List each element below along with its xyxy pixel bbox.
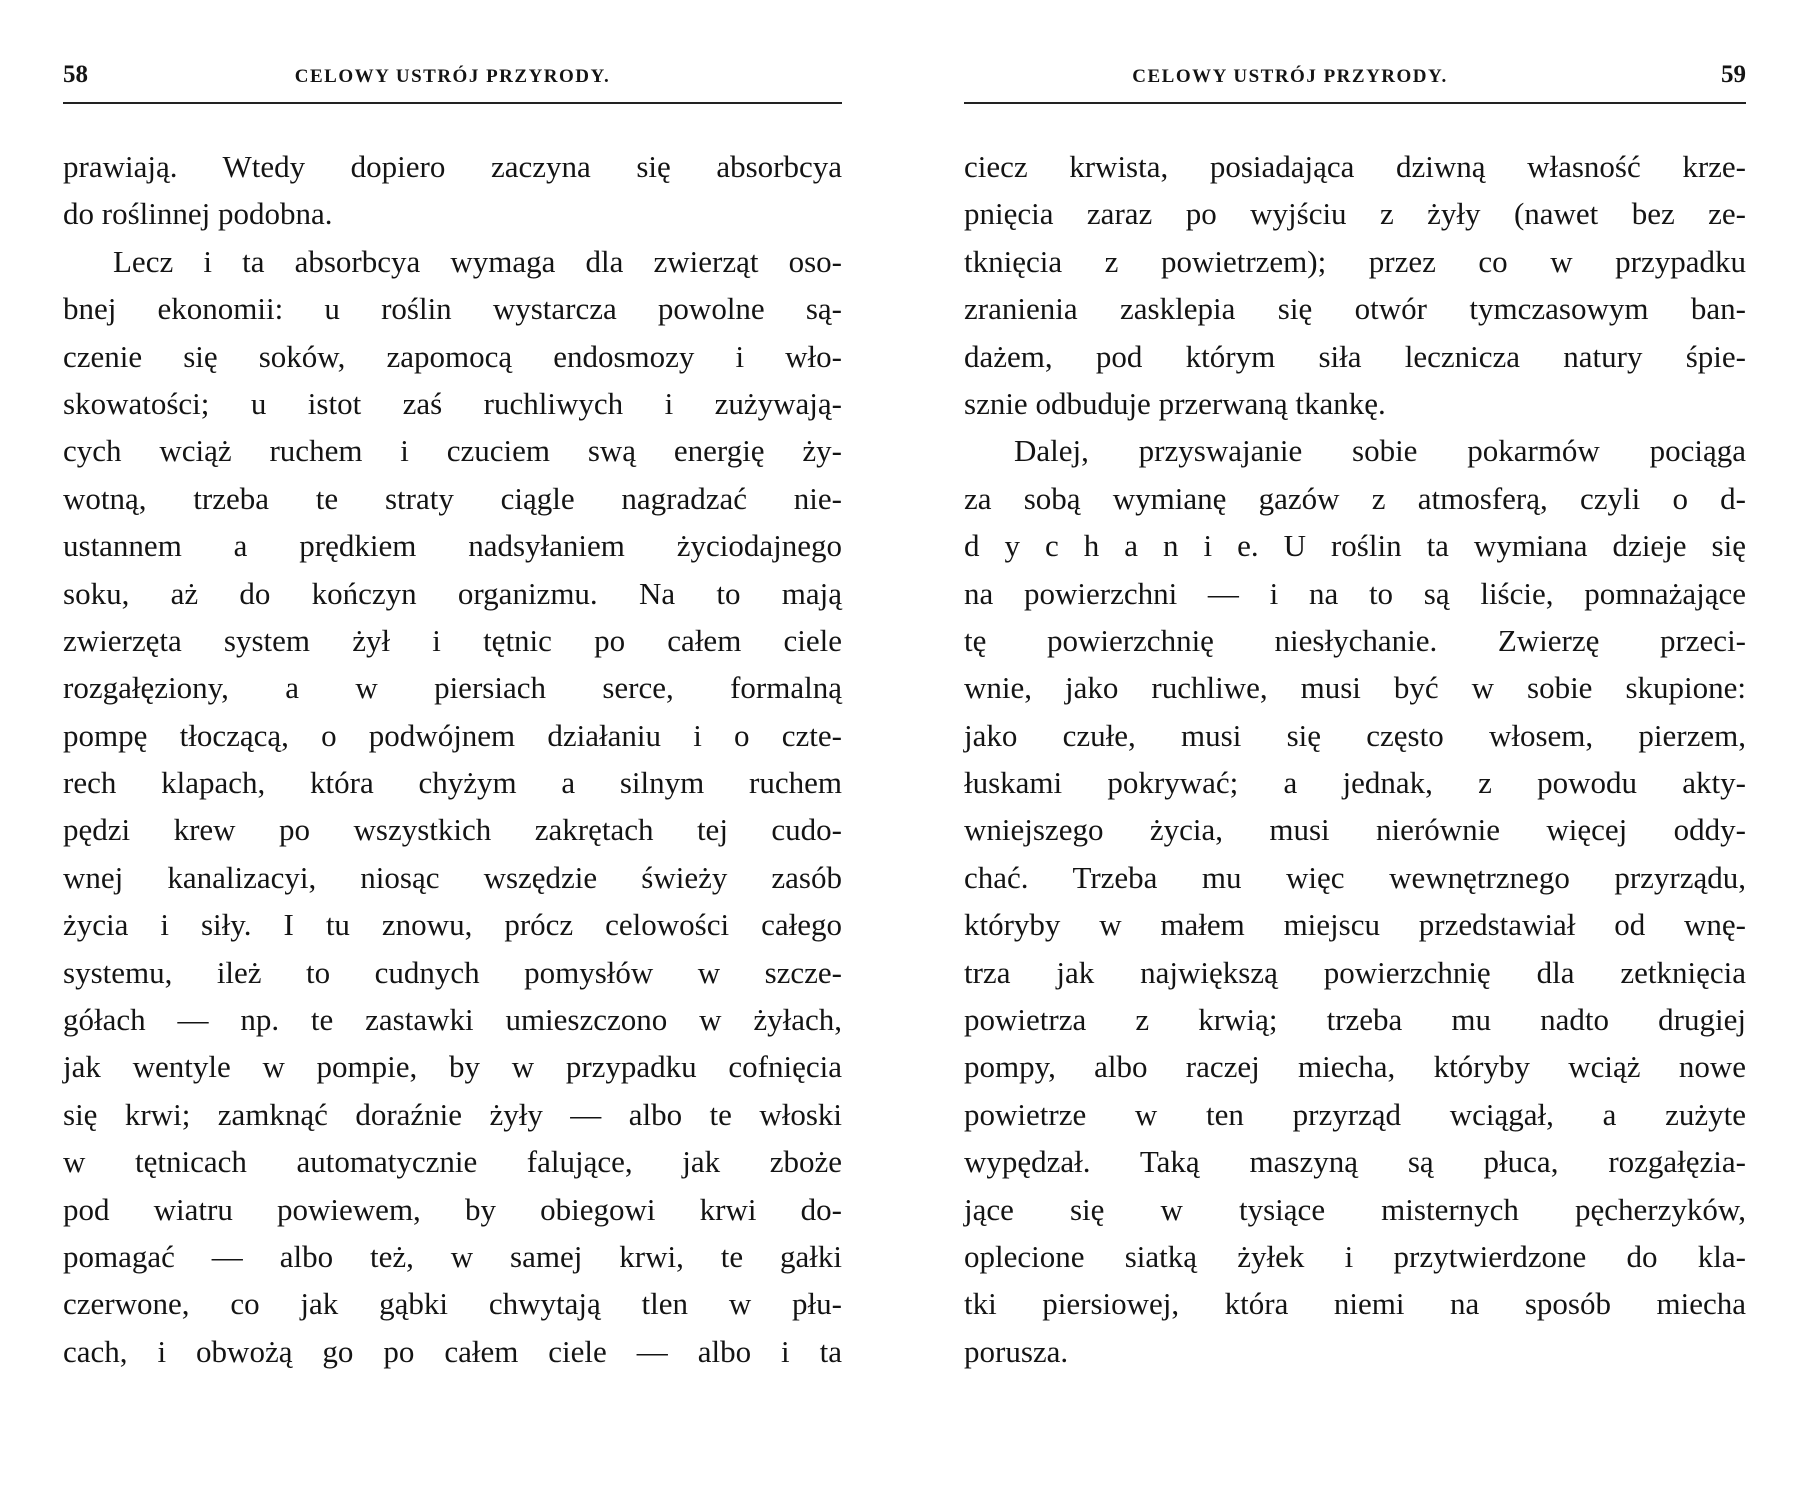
text-line: rozgałęziony, a w piersiach serce, formalną [63,670,842,706]
text-line: pompy, albo raczej miecha, któryby wciąż nowe [964,1049,1746,1085]
text-line: któryby w małem miejscu przedstawiał od wnę- [964,907,1746,943]
text-line: oplecione siatką żyłek i przytwierdzone do kla- [964,1238,1746,1274]
text-line: zranienia zasklepia się otwór tymczasowym ban- [964,291,1746,327]
text-line: d y c h a n i e. U roślin ta wymiana dzieje się [964,528,1746,564]
text-line: porusza. [964,1333,1069,1369]
text-line: życia i siły. I tu znowu, prócz celowości całego [63,907,842,943]
text-line: do roślinnej podobna. [63,196,333,232]
text-line: bnej ekonomii: u roślin wystarcza powolne są- [63,291,842,327]
right-page [964,0,1746,1500]
text-line: łuskami pokrywać; a jednak, z powodu akty- [964,765,1746,801]
text-line: zwierzęta system żył i tętnic po całem ciele [63,622,842,658]
text-line: pomagać — albo też, w samej krwi, te gałki [63,1238,842,1274]
text-line: na powierzchni — i na to są liście, pomnażające [964,575,1746,611]
text-line: prawiają. Wtedy dopiero zaczyna się absorbcya [63,149,842,184]
running-title: CELOWY USTRÓJ PRZYRODY. [1132,66,1448,87]
page-body-text [63,143,842,1375]
text-line: pędzi krew po wszystkich zakrętach tej cudo- [63,812,842,848]
header-rule [63,102,842,104]
running-header [63,58,842,92]
text-line: chać. Trzeba mu więc wewnętrznego przyrządu, [964,859,1746,895]
text-line: wotną, trzeba te straty ciągle nagradzać nie- [63,480,842,516]
text-line: trza jak największą powierzchnię dla zetknięcia [964,954,1746,990]
text-line: jako czułe, musi się często włosem, pierzem, [964,717,1746,753]
text-line: skowatości; u istot zaś ruchliwych i zużywają- [63,385,842,421]
text-line: wypędzał. Taką maszyną są płuca, rozgałęzia- [964,1144,1746,1180]
text-line: systemu, ileż to cudnych pomysłów w szcze- [63,954,842,990]
text-line: gółach — np. te zastawki umieszczono w żyłach, [63,1002,842,1038]
text-line: powietrze w ten przyrząd wciągał, a zużyte [964,1096,1746,1132]
text-line: wnej kanalizacyi, niosąc wszędzie świeży zasób [63,859,842,895]
left-page [63,0,842,1500]
text-line: w tętnicach automatycznie falujące, jak zboże [63,1144,842,1180]
text-line: Dalej, przyswajanie sobie pokarmów pociąga [1014,433,1746,469]
text-line: pompę tłoczącą, o podwójnem działaniu i o czte- [63,717,842,753]
text-line: się krwi; zamknąć doraźnie żyły — albo te włoski [63,1096,842,1132]
header-rule [964,102,1746,104]
text-line: jące się w tysiące misternych pęcherzyków, [964,1191,1746,1227]
text-line: ustannem a prędkiem nadsyłaniem życiodajnego [63,528,842,564]
text-line: tknięcia z powietrzem); przez co w przypadku [964,243,1746,279]
text-line: sznie odbuduje przerwaną tkankę. [964,385,1386,421]
text-line: rech klapach, która chyżym a silnym ruchem [63,765,842,801]
text-line: soku, aż do kończyn organizmu. Na to mają [63,575,842,611]
text-line: wnie, jako ruchliwe, musi być w sobie skupione: [964,670,1746,706]
text-line: powietrza z krwią; trzeba mu nadto drugiej [964,1002,1746,1038]
page-number: 58 [63,61,88,88]
page-body-text [964,143,1746,1375]
text-line: dażem, pod którym siła lecznicza natury śpie- [964,338,1746,374]
text-line: czenie się soków, zapomocą endosmozy i wło- [63,338,842,374]
text-line: wniejszego życia, musi nierównie więcej oddy- [964,812,1746,848]
text-line: Lecz i ta absorbcya wymaga dla zwierząt oso- [113,243,842,279]
text-line: pnięcia zaraz po wyjściu z żyły (nawet bez ze- [964,196,1746,232]
text-line: cych wciąż ruchem i czuciem swą energię ży- [63,433,842,469]
text-line: tę powierzchnię niesłychanie. Zwierzę przeci- [964,622,1746,658]
text-line: pod wiatru powiewem, by obiegowi krwi do- [63,1191,842,1227]
text-line: za sobą wymianę gazów z atmosferą, czyli o d- [964,480,1746,516]
running-header [964,58,1746,92]
text-line: jak wentyle w pompie, by w przypadku cofnięcia [63,1049,842,1085]
running-title: CELOWY USTRÓJ PRZYRODY. [294,66,611,87]
text-line: cach, i obwożą go po całem ciele — albo i ta [63,1333,842,1369]
page-number: 59 [1721,61,1746,88]
text-line: ciecz krwista, posiadająca dziwną własność krze- [964,149,1746,184]
text-line: tki piersiowej, która niemi na sposób miecha [964,1286,1746,1322]
text-line: czerwone, co jak gąbki chwytają tlen w płu- [63,1286,842,1322]
